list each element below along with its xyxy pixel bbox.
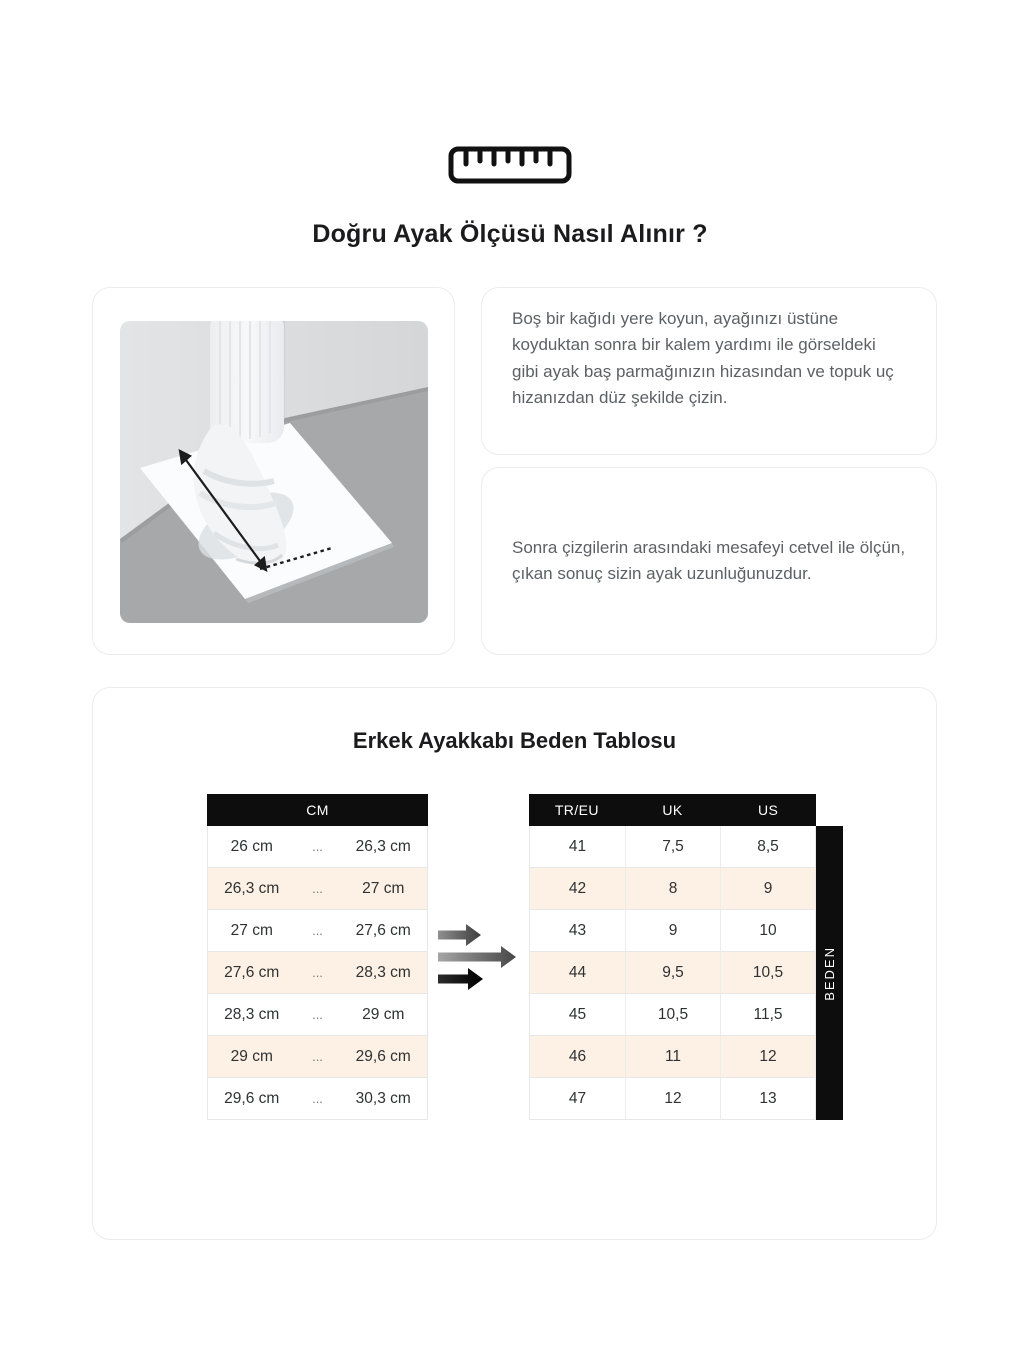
size-cell-us: 10 xyxy=(720,910,815,951)
size-cell-us: 9 xyxy=(720,868,815,909)
table-row xyxy=(530,1078,815,1120)
table-row xyxy=(208,826,427,868)
beden-side-label: BEDEN xyxy=(822,945,837,1001)
instruction-step-1: Boş bir kağıdı yere koyun, ayağınızı üstüne koyduktan sonra bir kalem yardımı ile görseldeki gibi ayak baş parmağınızın hizasından ve topuk uç hizanızdan düz şekilde çizin. xyxy=(512,309,894,408)
cm-cell-from: 27,6 cm xyxy=(224,963,280,981)
cm-cell-dots: ... xyxy=(312,965,323,980)
cm-cell-to: 29,6 cm xyxy=(355,1047,411,1065)
size-cell-treu: 47 xyxy=(568,1089,587,1107)
instruction-card-2 xyxy=(481,467,937,655)
size-cell-uk: 7,5 xyxy=(625,826,720,867)
size-cell-uk: 12 xyxy=(625,1078,720,1119)
instruction-card-1 xyxy=(481,287,937,455)
size-cell-treu: 45 xyxy=(568,1005,587,1023)
cm-table-body xyxy=(207,826,428,1120)
size-cell-treu: 43 xyxy=(568,921,587,939)
table-row xyxy=(530,1036,815,1078)
size-cell-us: 11,5 xyxy=(720,994,815,1035)
cm-cell-from: 29 cm xyxy=(230,1047,273,1065)
size-cell-us: 8,5 xyxy=(720,826,815,867)
table-row xyxy=(208,910,427,952)
size-cell-uk: 11 xyxy=(625,1036,720,1077)
table-row xyxy=(530,826,815,868)
size-cell-treu: 46 xyxy=(568,1047,587,1065)
cm-table-header xyxy=(207,794,428,826)
size-conversion-table xyxy=(529,794,816,1120)
cm-cell-to: 27,6 cm xyxy=(355,921,411,939)
table-row xyxy=(530,910,815,952)
size-table-header xyxy=(529,794,816,826)
cm-cell-dots: ... xyxy=(312,881,323,896)
photo-card xyxy=(92,287,455,655)
table-row xyxy=(530,994,815,1036)
cm-cell-from: 28,3 cm xyxy=(224,1005,280,1023)
cm-cell-from: 26,3 cm xyxy=(224,879,280,897)
table-row xyxy=(530,952,815,994)
size-cell-treu: 41 xyxy=(568,837,587,855)
table-row xyxy=(208,1078,427,1120)
table-row xyxy=(208,994,427,1036)
table-row xyxy=(530,868,815,910)
table-row xyxy=(208,952,427,994)
cm-cell-to: 30,3 cm xyxy=(355,1089,411,1107)
cm-table xyxy=(207,794,428,1120)
cm-cell-to: 29 cm xyxy=(362,1005,405,1023)
cm-cell-to: 26,3 cm xyxy=(355,837,411,855)
conversion-arrows-icon xyxy=(438,924,518,997)
size-cell-us: 12 xyxy=(720,1036,815,1077)
instruction-step-2: Sonra çizgilerin arasındaki mesafeyi cetvel ile ölçün, çıkan sonuç sizin ayak uzunluğunuzdur. xyxy=(512,537,906,583)
header-us: US xyxy=(758,802,779,818)
cm-cell-to: 27 cm xyxy=(362,879,405,897)
foot-measure-photo xyxy=(120,321,428,623)
cm-cell-dots: ... xyxy=(312,1091,323,1106)
size-section-title: Erkek Ayakkabı Beden Tablosu xyxy=(352,728,677,753)
beden-side-bar xyxy=(816,826,843,1120)
cm-cell-dots: ... xyxy=(312,923,323,938)
size-cell-uk: 9,5 xyxy=(625,952,720,993)
size-cell-uk: 10,5 xyxy=(625,994,720,1035)
ruler-icon xyxy=(0,146,1020,184)
cm-cell-to: 28,3 cm xyxy=(355,963,411,981)
cm-cell-from: 27 cm xyxy=(230,921,273,939)
size-cell-uk: 9 xyxy=(625,910,720,951)
cm-cell-dots: ... xyxy=(312,839,323,854)
size-cell-treu: 42 xyxy=(568,879,587,897)
cm-cell-from: 29,6 cm xyxy=(224,1089,280,1107)
size-cell-uk: 8 xyxy=(625,868,720,909)
cm-header-label: CM xyxy=(306,802,329,818)
table-row xyxy=(208,1036,427,1078)
cm-cell-from: 26 cm xyxy=(230,837,273,855)
cm-cell-dots: ... xyxy=(312,1007,323,1022)
table-row xyxy=(208,868,427,910)
size-cell-us: 10,5 xyxy=(720,952,815,993)
header-uk: UK xyxy=(662,802,683,818)
size-cell-us: 13 xyxy=(720,1078,815,1119)
size-table-card xyxy=(92,687,937,1240)
cm-cell-dots: ... xyxy=(312,1049,323,1064)
header-treu: TR/EU xyxy=(554,802,599,818)
page-title: Doğru Ayak Ölçüsü Nasıl Alınır ? xyxy=(312,220,708,248)
size-table-body xyxy=(529,826,816,1120)
size-cell-treu: 44 xyxy=(568,963,587,981)
